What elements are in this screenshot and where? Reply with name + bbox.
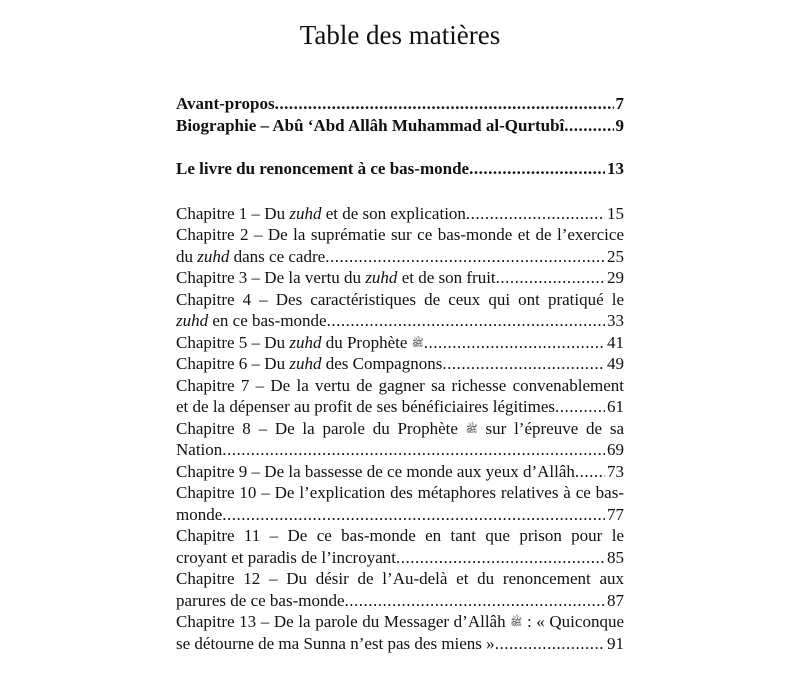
toc-entry-chapter-10	[176, 504, 624, 526]
dot-leader	[424, 332, 605, 354]
dot-leader	[575, 461, 605, 483]
dot-leader	[555, 396, 605, 418]
page-title: Table des matières	[299, 20, 501, 50]
toc-page-number: 25	[607, 246, 624, 266]
toc-entry-chapter-2-line-1: Chapitre 2 – De la suprématie sur ce bas-monde et de l’exercice	[176, 225, 624, 244]
dot-leader	[222, 439, 605, 461]
toc-entry-chapter-4-line-1: Chapitre 4 – Des caractéristiques de ceux qui ont pratiqué le	[176, 289, 624, 309]
toc-page-number: 73	[607, 461, 624, 481]
toc-entry-chapter-8	[176, 439, 624, 461]
dot-leader	[396, 547, 605, 569]
toc-entry-title: Chapitre 3 – De la vertu du zuhd et de son fruit	[176, 268, 496, 287]
toc-entry-title: et de la dépenser au profit de ses bénéficiaires légitimes	[176, 397, 556, 416]
toc-entry-title: Nation	[176, 440, 223, 459]
dot-leader	[327, 310, 605, 332]
dot-leader	[275, 93, 614, 115]
toc-page-number: 15	[607, 203, 624, 223]
salawat-seal-icon: ﷺ	[411, 337, 424, 349]
toc-page-number: 87	[607, 590, 624, 610]
dot-leader	[495, 633, 605, 655]
dot-leader	[345, 590, 605, 612]
toc-page-number: 13	[607, 159, 624, 178]
toc-entry-chapter-3	[176, 267, 624, 289]
toc-entry-title: Chapitre 6 – Du zuhd des Compagnons	[176, 354, 443, 373]
toc-page-number: 77	[607, 504, 624, 524]
toc-entry-chapter-12-line-1: Chapitre 12 – Du désir de l’Au-delà et du renoncement aux	[176, 569, 624, 588]
dot-leader	[564, 115, 613, 137]
toc-entry-chapter-13-line-1: Chapitre 13 – De la parole du Messager d’Allâh ﷺ : « Quiconque	[176, 612, 624, 631]
toc-entry-chapter-1	[176, 203, 624, 225]
toc-entry-chapter-7	[176, 396, 624, 418]
toc-entry-title: du zuhd dans ce cadre	[176, 246, 326, 266]
dot-leader	[222, 504, 605, 526]
toc-entry-chapter-9	[176, 461, 624, 483]
dot-leader	[466, 203, 605, 225]
toc-entry-chapter-4	[176, 310, 624, 332]
toc-entry-chapter-13	[176, 633, 624, 655]
toc-entry-title: Chapitre 5 – Du zuhd du Prophète ﷺ	[176, 332, 424, 352]
toc-page-number: 85	[607, 547, 624, 567]
toc-entry-title: Le livre du renoncement à ce bas-monde	[176, 159, 470, 178]
toc-entry-title: Biographie – Abû ‘Abd Allâh Muhammad al-Qurtubî	[176, 115, 565, 135]
toc-entry-chapter-6	[176, 353, 624, 375]
toc-entry-title: Chapitre 1 – Du zuhd et de son explication	[176, 203, 466, 223]
toc-page-number: 69	[607, 440, 624, 459]
toc-entry-chapter-11-line-1: Chapitre 11 – De ce bas-monde en tant que prison pour le	[176, 526, 624, 545]
toc-entry-chapter-10-line-1: Chapitre 10 – De l’explication des métaphores relatives à ce bas-	[176, 483, 624, 502]
toc-page-number: 61	[607, 397, 624, 416]
toc-entry-title: parures de ce bas-monde	[176, 590, 345, 610]
toc-entry-title: croyant et paradis de l’incroyant	[176, 547, 396, 567]
toc-page-number: 41	[607, 332, 624, 352]
salawat-seal-icon: ﷺ	[465, 423, 478, 435]
salawat-seal-icon: ﷺ	[510, 617, 523, 628]
toc-entry-chapter-2	[176, 246, 624, 268]
dot-leader	[469, 158, 605, 180]
toc-entry-book	[176, 158, 624, 180]
dot-leader	[496, 267, 605, 289]
toc-entry-biographie	[176, 115, 624, 137]
toc-entry-chapter-7-line-1: Chapitre 7 – De la vertu de gagner sa richesse convenablement	[176, 375, 624, 395]
toc-page-number: 9	[615, 115, 624, 135]
toc-entry-title: monde	[176, 504, 223, 524]
table-of-contents	[176, 93, 624, 654]
toc-page-number: 49	[607, 354, 624, 373]
dot-leader	[325, 246, 605, 268]
toc-page-number: 7	[615, 94, 624, 113]
dot-leader	[442, 353, 605, 375]
toc-entry-chapter-12	[176, 590, 624, 612]
toc-entry-title: Avant-propos	[176, 94, 275, 113]
toc-entry-title: Chapitre 9 – De la bassesse de ce monde aux yeux d’Allâh	[176, 461, 575, 481]
toc-page-number: 33	[607, 311, 624, 330]
toc-entry-avant-propos	[176, 93, 624, 115]
toc-page-number: 29	[607, 268, 624, 287]
toc-entry-chapter-11	[176, 547, 624, 569]
toc-entry-chapter-5	[176, 332, 624, 354]
toc-entry-title: zuhd en ce bas-monde	[176, 311, 327, 330]
toc-page-number: 91	[607, 633, 624, 653]
toc-entry-title: se détourne de ma Sunna n’est pas des miens »	[176, 633, 495, 653]
toc-entry-chapter-8-line-1: Chapitre 8 – De la parole du Prophète ﷺ sur l’épreuve de sa	[176, 418, 624, 438]
